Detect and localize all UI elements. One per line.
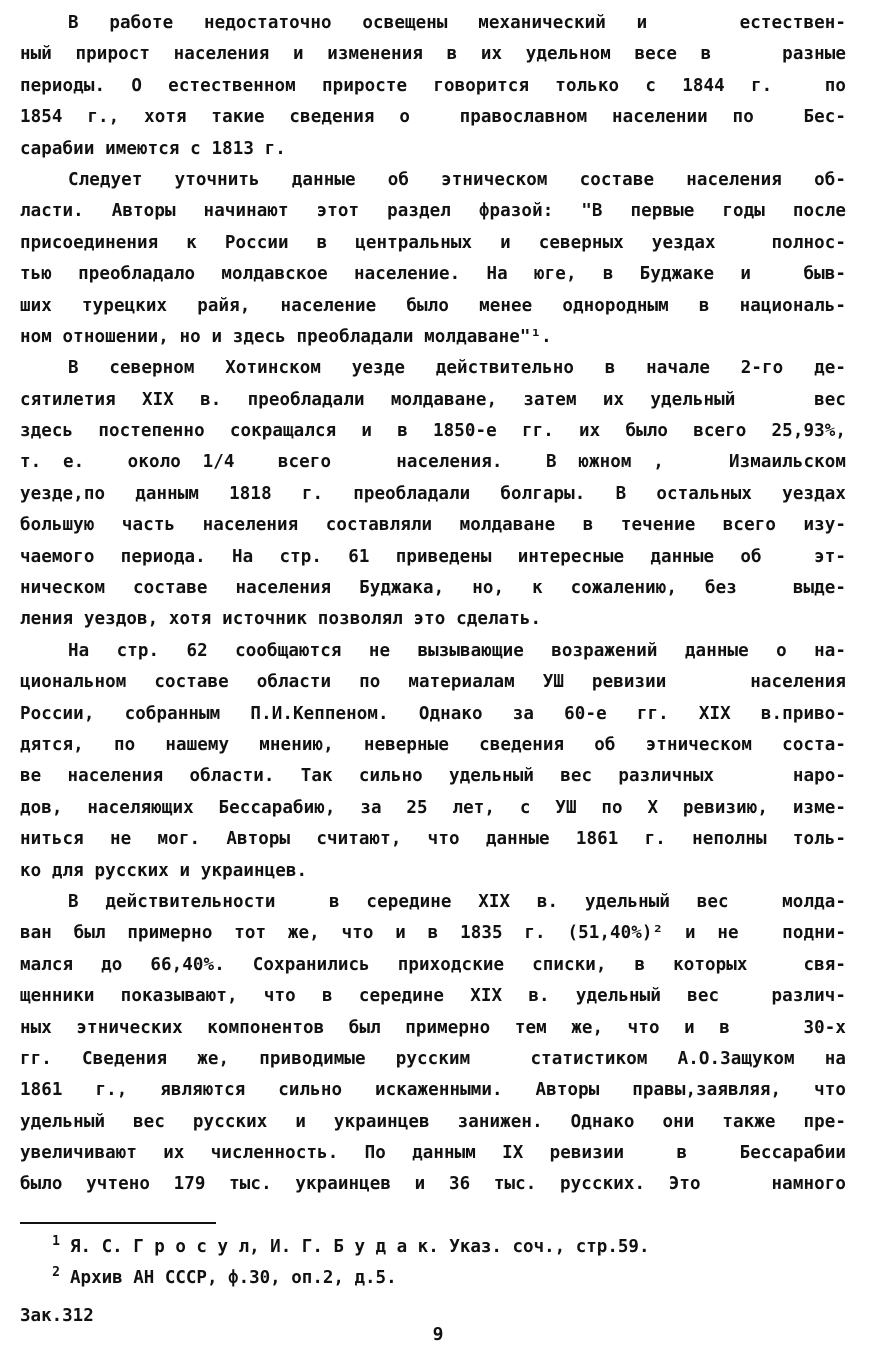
text-line: присоединения к России в центральных и северных уездах полнос- <box>20 232 846 253</box>
text-line: На стр. 62 сообщаются не вызывающие возражений данные о на- <box>68 640 846 661</box>
footnotes <box>20 1232 846 1294</box>
footnote-1: 1 Я. С. Г р о с у л, И. Г. Б у д а к. Указ. соч., стр.59. <box>52 1234 650 1257</box>
text-line: ве населения области. Так сильно удельный вес различных наро- <box>20 766 846 787</box>
text-line: здесь постепенно сокращался и в 1850-е гг. их было всего 25,93%, <box>20 421 846 442</box>
body-text <box>20 8 846 1201</box>
text-line: ших турецких райя, население было менее однородным в националь- <box>20 295 846 316</box>
footnote-text: Я. С. Г р о с у л, И. Г. Б у д а к. Указ. соч., стр.59. <box>70 1237 650 1257</box>
text-line: России, собранным П.И.Кеппеном. Однако за 60-е гг. XIX в.приво- <box>20 703 846 724</box>
text-line: ных этнических компонентов был примерно тем же, что и в 30-х <box>20 1017 846 1038</box>
footnote-2: 2 Архив АН СССР, ф.30, оп.2, д.5. <box>52 1265 397 1288</box>
text-line: дов, населяющих Бессарабию, за 25 лет, с УШ по X ревизию, изме- <box>20 797 846 818</box>
text-line: удельный вес русских и украинцев занижен. Однако они также пре- <box>20 1111 846 1132</box>
text-line: 1854 г., хотя такие сведения о православном населении по Бес- <box>20 107 846 128</box>
text-line: ный прирост населения и изменения в их удельном весе в разные <box>20 44 846 65</box>
text-line: было учтено 179 тыс. украинцев и 36 тыс. русских. Это намного <box>20 1174 846 1195</box>
text-line: периоды. О естественном приросте говорится только с 1844 г. по <box>20 75 846 96</box>
text-line: ническом составе населения Буджака, но, к сожалению, без выде- <box>20 578 846 599</box>
text-line: мался до 66,40%. Сохранились приходские списки, в которых свя- <box>20 954 846 975</box>
text-line: дятся, по нашему мнению, неверные сведения об этническом соста- <box>20 734 846 755</box>
text-line: тью преобладало молдавское население. На юге, в Буджаке и быв- <box>20 264 846 285</box>
text-line: Следует уточнить данные об этническом составе населения об- <box>68 169 846 190</box>
text-line: ления уездов, хотя источник позволял это сделать. <box>20 609 542 630</box>
text-line: увеличивают их численность. По данным IX ревизии в Бессарабии <box>20 1143 846 1164</box>
text-line: щенники показывают, что в середине XIX в. удельный вес различ- <box>20 986 846 1007</box>
text-line: сарабии имеются с 1813 г. <box>20 138 286 159</box>
text-line: ласти. Авторы начинают этот раздел фразой: "В первые годы после <box>20 201 846 222</box>
order-number: Зак.312 <box>20 1306 94 1326</box>
text-line: В работе недостаточно освещены механический и естествен- <box>68 13 846 33</box>
page-number: 9 <box>432 1324 444 1345</box>
text-line: циональном составе области по материалам УШ ревизии населения <box>20 672 846 693</box>
footnote-divider <box>20 1222 216 1224</box>
text-line: ном отношении, но и здесь преобладали молдаване"¹. <box>20 326 552 347</box>
text-line: гг. Сведения же, приводимые русским статистиком А.О.Защуком на <box>20 1048 846 1069</box>
text-line: ван был примерно тот же, что и в 1835 г. (51,40%)² и не подни- <box>20 923 846 944</box>
text-line: большую часть населения составляли молдаване в течение всего изу- <box>20 515 846 536</box>
text-line: ниться не мог. Авторы считают, что данные 1861 г. неполны толь- <box>20 829 846 850</box>
text-line: сятилетия XIX в. преобладали молдаване, затем их удельный вес <box>20 389 846 410</box>
text-line: уезде,по данным 1818 г. преобладали болгары. В остальных уездах <box>20 483 846 504</box>
text-line: В действительности в середине XIX в. удельный вес молда- <box>68 891 846 912</box>
text-line: т. е. около 1/4 всего населения. В южном , Измаильском <box>20 452 846 473</box>
footnote-text: Архив АН СССР, ф.30, оп.2, д.5. <box>70 1268 397 1288</box>
text-line: В северном Хотинском уезде действительно в начале 2-го де- <box>68 358 846 379</box>
text-line: 1861 г., являются сильно искаженными. Авторы правы,заявляя, что <box>20 1080 846 1101</box>
text-line: ко для русских и украинцев. <box>20 860 308 881</box>
text-line: чаемого периода. На стр. 61 приведены интересные данные об эт- <box>20 546 846 567</box>
